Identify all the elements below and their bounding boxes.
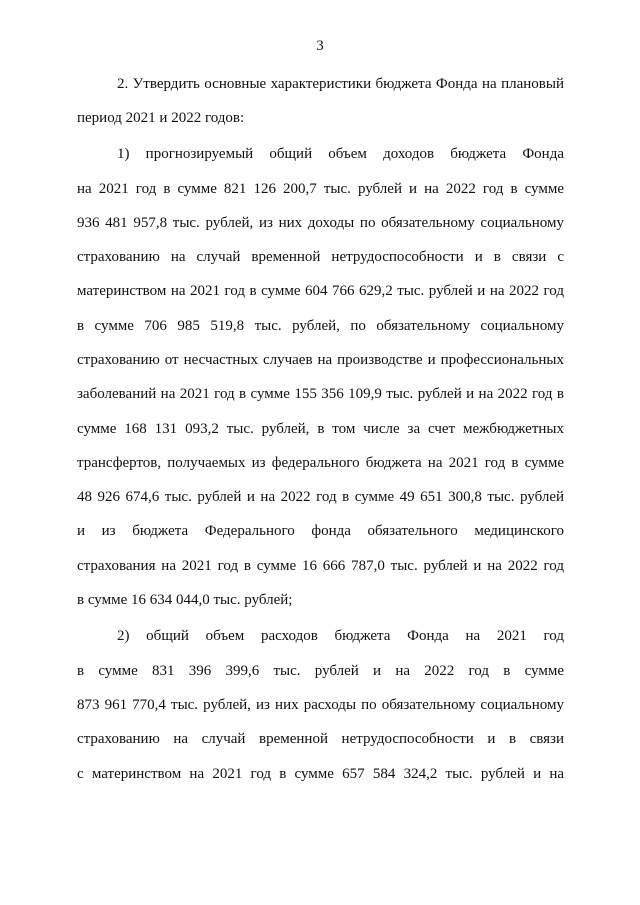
text-line: страхованию от несчастных случаев на производстве и профессиональных: [77, 352, 564, 368]
page-number: 3: [316, 38, 324, 54]
text-line: страхованию на случай временной нетрудоспособности и в связи: [77, 731, 564, 747]
text-line: и из бюджета Федерального фонда обязательного медицинского: [77, 523, 564, 539]
text-line: 48 926 674,6 тыс. рублей и на 2022 год в сумме 49 651 300,8 тыс. рублей: [77, 489, 564, 505]
text-line: сумме 168 131 093,2 тыс. рублей, в том числе за счет межбюджетных: [77, 421, 564, 437]
text-line: материнством на 2021 год в сумме 604 766 629,2 тыс. рублей и на 2022 год: [77, 283, 564, 299]
text-line: на 2021 год в сумме 821 126 200,7 тыс. рублей и на 2022 год в сумме: [77, 181, 564, 197]
text-line: 936 481 957,8 тыс. рублей, из них доходы по обязательному социальному: [77, 215, 564, 231]
text-line: 2) общий объем расходов бюджета Фонда на 2021 год: [117, 628, 564, 644]
text-line: в сумме 831 396 399,6 тыс. рублей и на 2022 год в сумме: [77, 663, 564, 679]
text-line: с материнством на 2021 год в сумме 657 584 324,2 тыс. рублей и на: [77, 766, 564, 782]
text-line: 873 961 770,4 тыс. рублей, из них расходы по обязательному социальному: [77, 697, 564, 713]
text-line: страхования на 2021 год в сумме 16 666 787,0 тыс. рублей и на 2022 год: [77, 558, 564, 574]
text-line: трансфертов, получаемых из федерального бюджета на 2021 год в сумме: [77, 455, 564, 471]
text-line: 1) прогнозируемый общий объем доходов бюджета Фонда: [117, 146, 564, 162]
text-line: страхованию на случай временной нетрудоспособности и в связи с: [77, 249, 564, 265]
text-line: в сумме 706 985 519,8 тыс. рублей, по обязательному социальному: [77, 318, 564, 334]
text-line: в сумме 16 634 044,0 тыс. рублей;: [77, 592, 293, 608]
text-line: период 2021 и 2022 годов:: [77, 110, 245, 126]
text-line: 2. Утвердить основные характеристики бюджета Фонда на плановый: [117, 76, 564, 92]
text-line: заболеваний на 2021 год в сумме 155 356 109,9 тыс. рублей и на 2022 год в: [77, 386, 564, 402]
